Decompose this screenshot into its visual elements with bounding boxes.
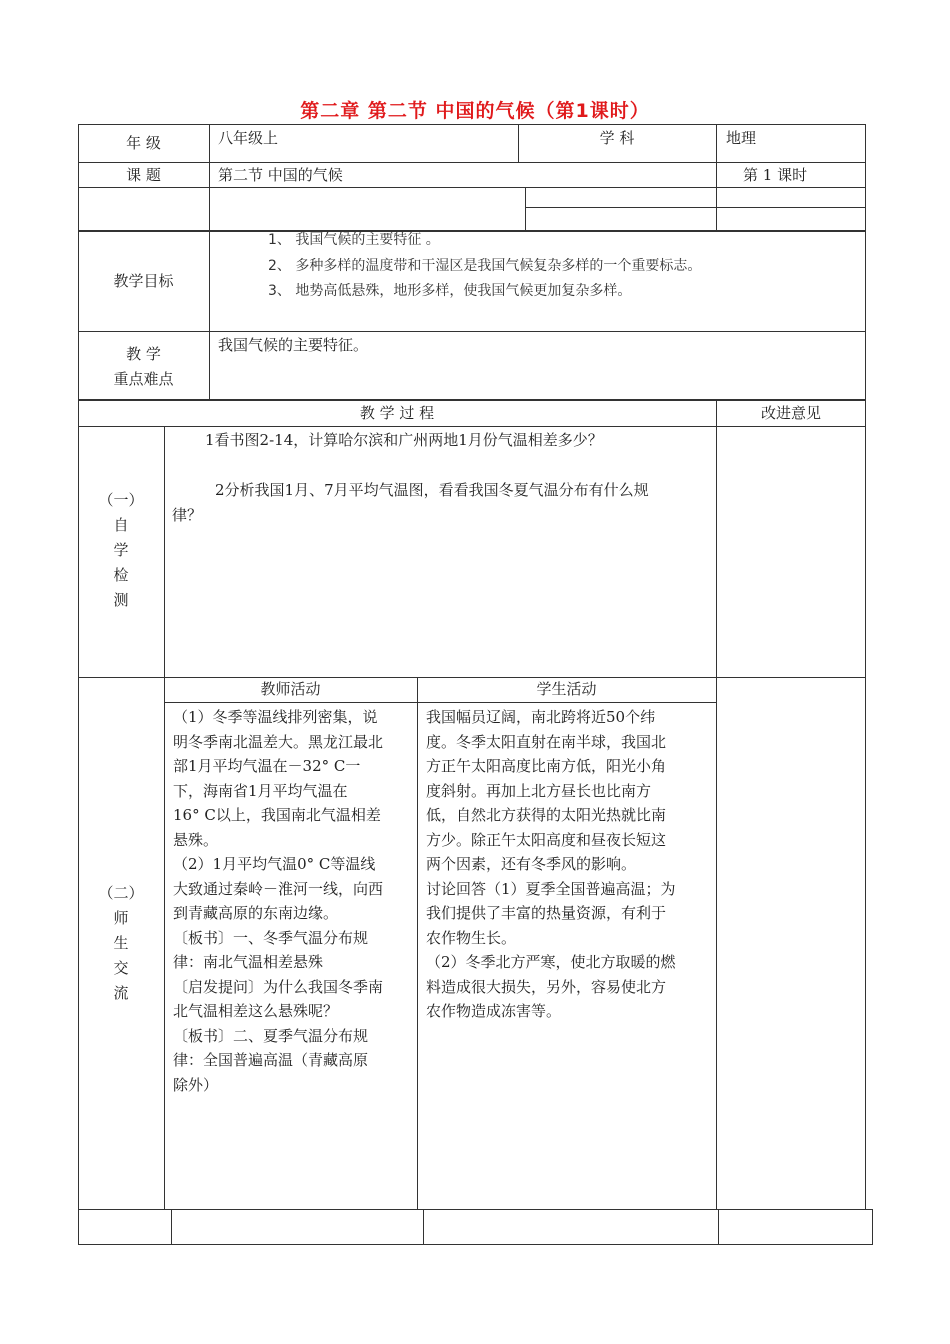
teacher-line: 〔板书〕一、冬季气温分布规 [173,928,369,947]
section2-label [78,881,164,1006]
teacher-line: 部1月平均气温在－32° C一 [173,757,361,775]
section1-label-line: 学 [113,541,129,559]
teacher-activity-header: 教师活动 [260,680,321,698]
section1-label-line: 测 [113,591,129,609]
subject-value: 地理 [726,129,757,147]
student-line: 度斜射。再加上北方昼长也比南方 [426,781,652,800]
teacher-line: （2）1月平均气温0° C等温线 [173,855,376,873]
self-check-question-1: 1看书图2-14，计算哈尔滨和广州两地1月份气温相差多少？ [205,431,603,449]
teacher-line: （1）冬季等温线排列密集，说 [173,708,378,726]
teacher-line: 16° C以上，我国南北气温相差 [173,806,381,824]
page-title: 第二章 第二节 中国的气候（第1课时） [300,100,650,122]
keypoints-label-2: 重点难点 [113,370,174,388]
teacher-line: 北气温相差这么悬殊呢？ [173,1002,339,1020]
keypoints-label-1: 教 学 [126,345,161,363]
section2-label-line: （二） [98,884,144,902]
student-line: 方正午太阳高度比南方低，阳光小角 [426,757,667,775]
process-header: 教 学 过 程 [359,404,435,422]
student-line: 方少。除正午太阳高度和昼夜长短这 [426,830,667,849]
grade-value: 八年级上 [218,129,279,147]
teacher-line: 〔启发提问〕为什么我国冬季南 [173,977,384,996]
student-line: 农作物生长。 [426,928,517,947]
teacher-line: 下，海南省1月平均气温在 [173,781,348,800]
section2-label-line: 师 [113,909,129,927]
student-line: 度。冬季太阳直射在南半球，我国北 [426,732,667,751]
grade-label: 年 级 [126,134,161,152]
teacher-line: 大致通过秦岭－淮河一线，向西 [173,879,384,898]
student-activity-header: 学生活动 [536,680,597,698]
student-line: 两个因素，还有冬季风的影响。 [426,855,637,873]
keypoints-value: 我国气候的主要特征。 [218,336,369,354]
section1-label-line: 自 [113,516,129,534]
student-activity [426,705,714,1024]
section1-label-line: （一） [98,491,144,509]
section1-label-line: 检 [113,566,129,584]
teacher-line: 律：全国普遍高温（青藏高原 [173,1051,369,1069]
student-line: 低，自然北方获得的太阳光热就比南 [426,806,667,824]
student-line: 讨论回答（1）夏季全国普遍高温；为 [426,879,676,898]
teacher-line: 悬殊。 [173,830,219,849]
student-line: 我国幅员辽阔，南北跨将近50个纬 [426,708,656,726]
subject-label: 学 科 [599,129,635,147]
topic-label: 课 题 [126,166,161,184]
section2-label-line: 交 [113,959,129,977]
bottom-row [78,1209,873,1245]
student-line: （2）冬季北方严寒，使北方取暖的燃 [426,953,676,971]
objectives-label: 教学目标 [113,272,174,290]
section1-label [78,488,164,613]
teacher-activity [173,705,413,1097]
student-line: 料造成很大损失，另外，容易使北方 [426,977,667,996]
objective-item: 3、 地势高低悬殊，地形多样，使我国气候更加复杂多样。 [268,283,632,299]
student-line: 农作物造成冻害等。 [426,1002,562,1020]
section2-label-line: 生 [113,934,129,952]
objective-item: 1、 我国气候的主要特征 。 [268,232,440,248]
teacher-line: 律：南北气温相差悬殊 [173,953,324,971]
objective-item: 2、 多种多样的温度带和干湿区是我国气候复杂多样的一个重要标志。 [268,258,702,274]
teacher-line: 到青藏高原的东南边缘。 [173,904,339,922]
notes-header: 改进意见 [760,404,821,422]
teacher-line: 除外） [173,1075,219,1094]
topic-value: 第二节 中国的气候 [218,166,343,184]
self-check-question-2-cont: 律？ [172,506,203,524]
teacher-line: 〔板书〕二、夏季气温分布规 [173,1026,369,1045]
period-label: 第 1 课时 [743,166,808,184]
student-line: 我们提供了丰富的热量资源，有利于 [426,904,667,922]
teacher-line: 明冬季南北温差大。黑龙江最北 [173,732,384,751]
section2-label-line: 流 [113,984,129,1002]
self-check-question-2: 2分析我国1月、7月平均气温图，看看我国冬夏气温分布有什么规 [215,481,649,499]
